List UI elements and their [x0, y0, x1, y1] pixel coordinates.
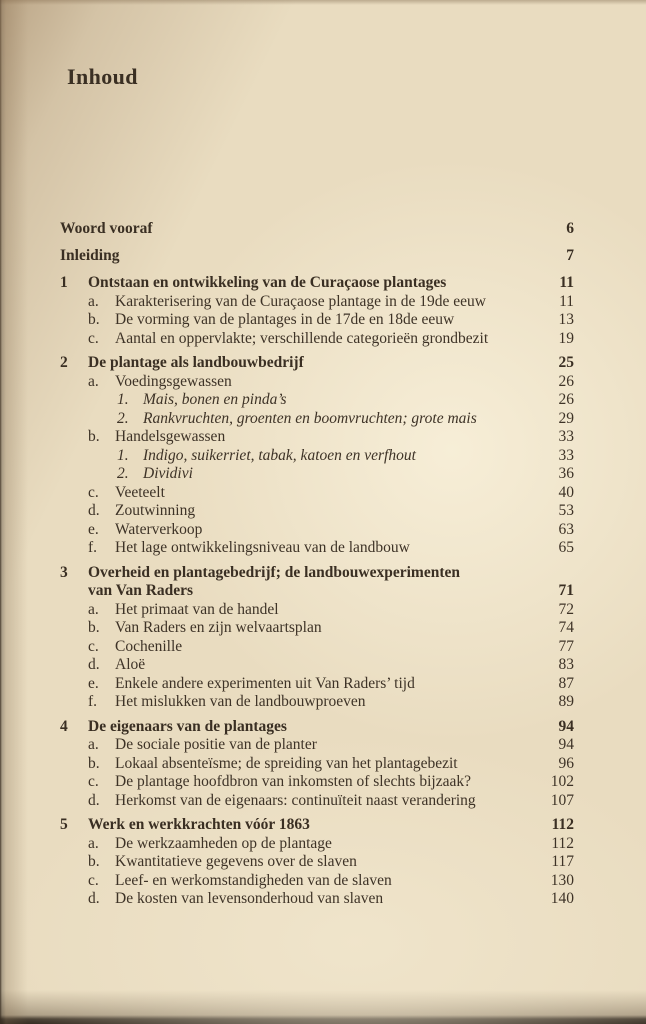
- chapter-number: 5: [60, 816, 68, 833]
- page-title: Inhoud: [67, 64, 138, 89]
- chapter-number: 3: [60, 563, 68, 581]
- toc-item-row: [60, 502, 574, 521]
- item-page: 65: [558, 539, 574, 556]
- toc-item-row: [60, 675, 574, 694]
- chapter-heading-row: [60, 354, 574, 373]
- item-label: Veeteelt: [115, 483, 165, 501]
- toc-item-row: [60, 755, 574, 774]
- item-label: Indigo, suikerriet, tabak, katoen en verfhout: [143, 446, 416, 464]
- chapter-title: Overheid en plantagebedrijf; de landbouwexperimenten: [88, 563, 460, 581]
- item-page: 53: [558, 502, 574, 519]
- item-label: Van Raders en zijn welvaartsplan: [115, 619, 322, 636]
- item-page: 72: [558, 600, 574, 618]
- toc-item-row: [60, 890, 574, 909]
- item-page: 26: [558, 372, 574, 390]
- item-label: De kosten van levensonderhoud van slaven: [115, 890, 384, 907]
- item-marker: b.: [88, 311, 100, 328]
- item-page: 83: [558, 656, 574, 673]
- toc-entry-page: 6: [566, 220, 574, 237]
- item-marker: c.: [88, 637, 99, 655]
- item-page: 11: [559, 292, 574, 310]
- item-page: 33: [558, 446, 574, 464]
- item-marker: 2.: [117, 465, 129, 482]
- toc-chapter-section: [60, 564, 574, 712]
- item-label: Enkele andere experimenten uit Van Raders’ tijd: [115, 674, 415, 692]
- toc-item-row: [60, 539, 574, 558]
- item-page: 29: [558, 409, 574, 427]
- item-marker: d.: [88, 890, 100, 907]
- item-marker: b.: [88, 619, 100, 636]
- item-label: Cochenille: [115, 637, 183, 655]
- toc-item-row: [60, 428, 574, 447]
- item-label: Rankvruchten, groenten en boomvruchten; grote mais: [143, 409, 477, 427]
- chapter-number: 2: [60, 354, 68, 371]
- chapter-page: 71: [558, 582, 574, 599]
- toc-item-row: [60, 792, 574, 811]
- chapter-heading-row: [60, 718, 574, 737]
- item-marker: a.: [88, 736, 99, 753]
- item-label: Lokaal absenteïsme; de spreiding van het plantagebezit: [115, 754, 458, 772]
- item-page: 140: [550, 890, 574, 907]
- item-marker: 2.: [117, 409, 129, 427]
- item-label: Leef- en werkomstandigheden van de slaven: [115, 871, 392, 889]
- item-page: 96: [558, 754, 574, 772]
- item-marker: a.: [88, 372, 99, 390]
- item-page: 63: [558, 520, 574, 538]
- toc-front-row: [60, 220, 574, 239]
- item-marker: a.: [88, 600, 99, 618]
- item-label: Zoutwinning: [115, 502, 196, 519]
- item-label: Voedingsgewassen: [115, 372, 232, 390]
- toc-item-row: [60, 311, 574, 330]
- item-label: Aantal en oppervlakte; verschillende categorieën grondbezit: [115, 329, 489, 347]
- toc-item-row: [60, 484, 574, 503]
- chapter-heading-row: [60, 564, 574, 583]
- chapter-page: 112: [551, 816, 574, 833]
- table-of-contents: [60, 220, 574, 909]
- item-marker: a.: [88, 834, 99, 852]
- chapter-title: De plantage als landbouwbedrijf: [88, 354, 304, 371]
- toc-item-row: [60, 373, 574, 392]
- chapter-number: 1: [60, 274, 68, 291]
- toc-item-row: [60, 773, 574, 792]
- item-label: Waterverkoop: [115, 520, 203, 538]
- item-label: Het primaat van de handel: [115, 600, 279, 618]
- toc-item-row: [60, 693, 574, 712]
- toc-item-row: [60, 656, 574, 675]
- item-label: Handelsgewassen: [115, 428, 226, 445]
- toc-chapter-section: [60, 354, 574, 558]
- item-marker: b.: [88, 428, 100, 445]
- item-label: De vorming van de plantages in de 17de en 18de eeuw: [115, 311, 455, 328]
- item-marker: 1.: [117, 446, 129, 464]
- item-page: 117: [551, 853, 574, 870]
- chapter-page: 25: [558, 354, 574, 371]
- item-label: Het mislukken van de landbouwproeven: [115, 693, 366, 710]
- item-label: Het lage ontwikkelingsniveau van de landbouw: [115, 539, 410, 556]
- item-page: 74: [558, 619, 574, 636]
- item-label: Karakterisering van de Curaçaose plantage in de 19de eeuw: [115, 292, 486, 310]
- item-label: De sociale positie van de planter: [115, 736, 317, 753]
- chapter-heading-row-2: [60, 582, 574, 601]
- toc-item-row: [60, 521, 574, 540]
- item-page: 102: [550, 773, 574, 790]
- item-marker: f.: [88, 539, 98, 556]
- item-label: De werkzaamheden op de plantage: [115, 834, 332, 852]
- item-marker: c.: [88, 773, 99, 790]
- toc-chapter-section: [60, 816, 574, 909]
- item-page: 87: [558, 674, 574, 692]
- chapter-page: 11: [559, 274, 574, 291]
- item-page: 40: [558, 483, 574, 501]
- chapter-heading-row: [60, 274, 574, 293]
- item-marker: d.: [88, 791, 100, 809]
- item-label: Dividivi: [143, 465, 193, 482]
- toc-entry-page: 7: [566, 247, 574, 264]
- toc-item-row: [60, 391, 574, 410]
- toc-entry-label: Inleiding: [60, 247, 120, 264]
- item-page: 13: [558, 311, 574, 328]
- toc-item-row: [60, 447, 574, 466]
- item-page: 89: [558, 693, 574, 710]
- item-marker: c.: [88, 871, 99, 889]
- item-page: 112: [551, 834, 574, 852]
- item-page: 94: [558, 736, 574, 753]
- item-marker: e.: [88, 520, 99, 538]
- toc-item-row: [60, 835, 574, 854]
- toc-front-row: [60, 247, 574, 266]
- toc-item-row: [60, 330, 574, 349]
- item-page: 130: [550, 871, 574, 889]
- toc-item-row: [60, 736, 574, 755]
- chapter-number: 4: [60, 717, 68, 735]
- chapter-title: Ontstaan en ontwikkeling van de Curaçaose plantages: [88, 274, 447, 291]
- item-label: Mais, bonen en pinda’s: [143, 391, 287, 408]
- item-page: 33: [558, 428, 574, 445]
- chapter-title-line2: van Van Raders: [88, 582, 194, 599]
- item-label: Aloë: [115, 656, 146, 673]
- item-label: Kwantitatieve gegevens over de slaven: [115, 853, 357, 870]
- item-marker: d.: [88, 502, 100, 519]
- chapter-title: De eigenaars van de plantages: [88, 717, 287, 735]
- toc-item-row: [60, 619, 574, 638]
- item-label: Herkomst van de eigenaars: continuïteit naast verandering: [115, 791, 476, 809]
- item-page: 36: [558, 465, 574, 482]
- toc-item-row: [60, 410, 574, 429]
- toc-item-row: [60, 853, 574, 872]
- toc-item-row: [60, 601, 574, 620]
- item-marker: c.: [88, 483, 99, 501]
- item-page: 19: [558, 329, 574, 347]
- toc-item-row: [60, 293, 574, 312]
- item-marker: d.: [88, 656, 100, 673]
- item-page: 26: [558, 391, 574, 408]
- toc-item-row: [60, 638, 574, 657]
- item-marker: e.: [88, 674, 99, 692]
- toc-chapter-section: [60, 274, 574, 348]
- toc-entry-label: Woord vooraf: [60, 220, 153, 237]
- chapter-title: Werk en werkkrachten vóór 1863: [88, 816, 310, 833]
- chapter-heading-row: [60, 816, 574, 835]
- item-page: 107: [550, 791, 574, 809]
- item-marker: 1.: [117, 391, 129, 408]
- toc-item-row: [60, 465, 574, 484]
- item-marker: b.: [88, 754, 100, 772]
- item-marker: c.: [88, 329, 99, 347]
- chapter-page: 94: [558, 717, 574, 735]
- item-marker: a.: [88, 292, 99, 310]
- item-label: De plantage hoofdbron van inkomsten of slechts bijzaak?: [115, 773, 471, 790]
- item-marker: b.: [88, 853, 100, 870]
- item-marker: f.: [88, 693, 98, 710]
- toc-item-row: [60, 872, 574, 891]
- item-page: 77: [558, 637, 574, 655]
- toc-chapter-section: [60, 718, 574, 811]
